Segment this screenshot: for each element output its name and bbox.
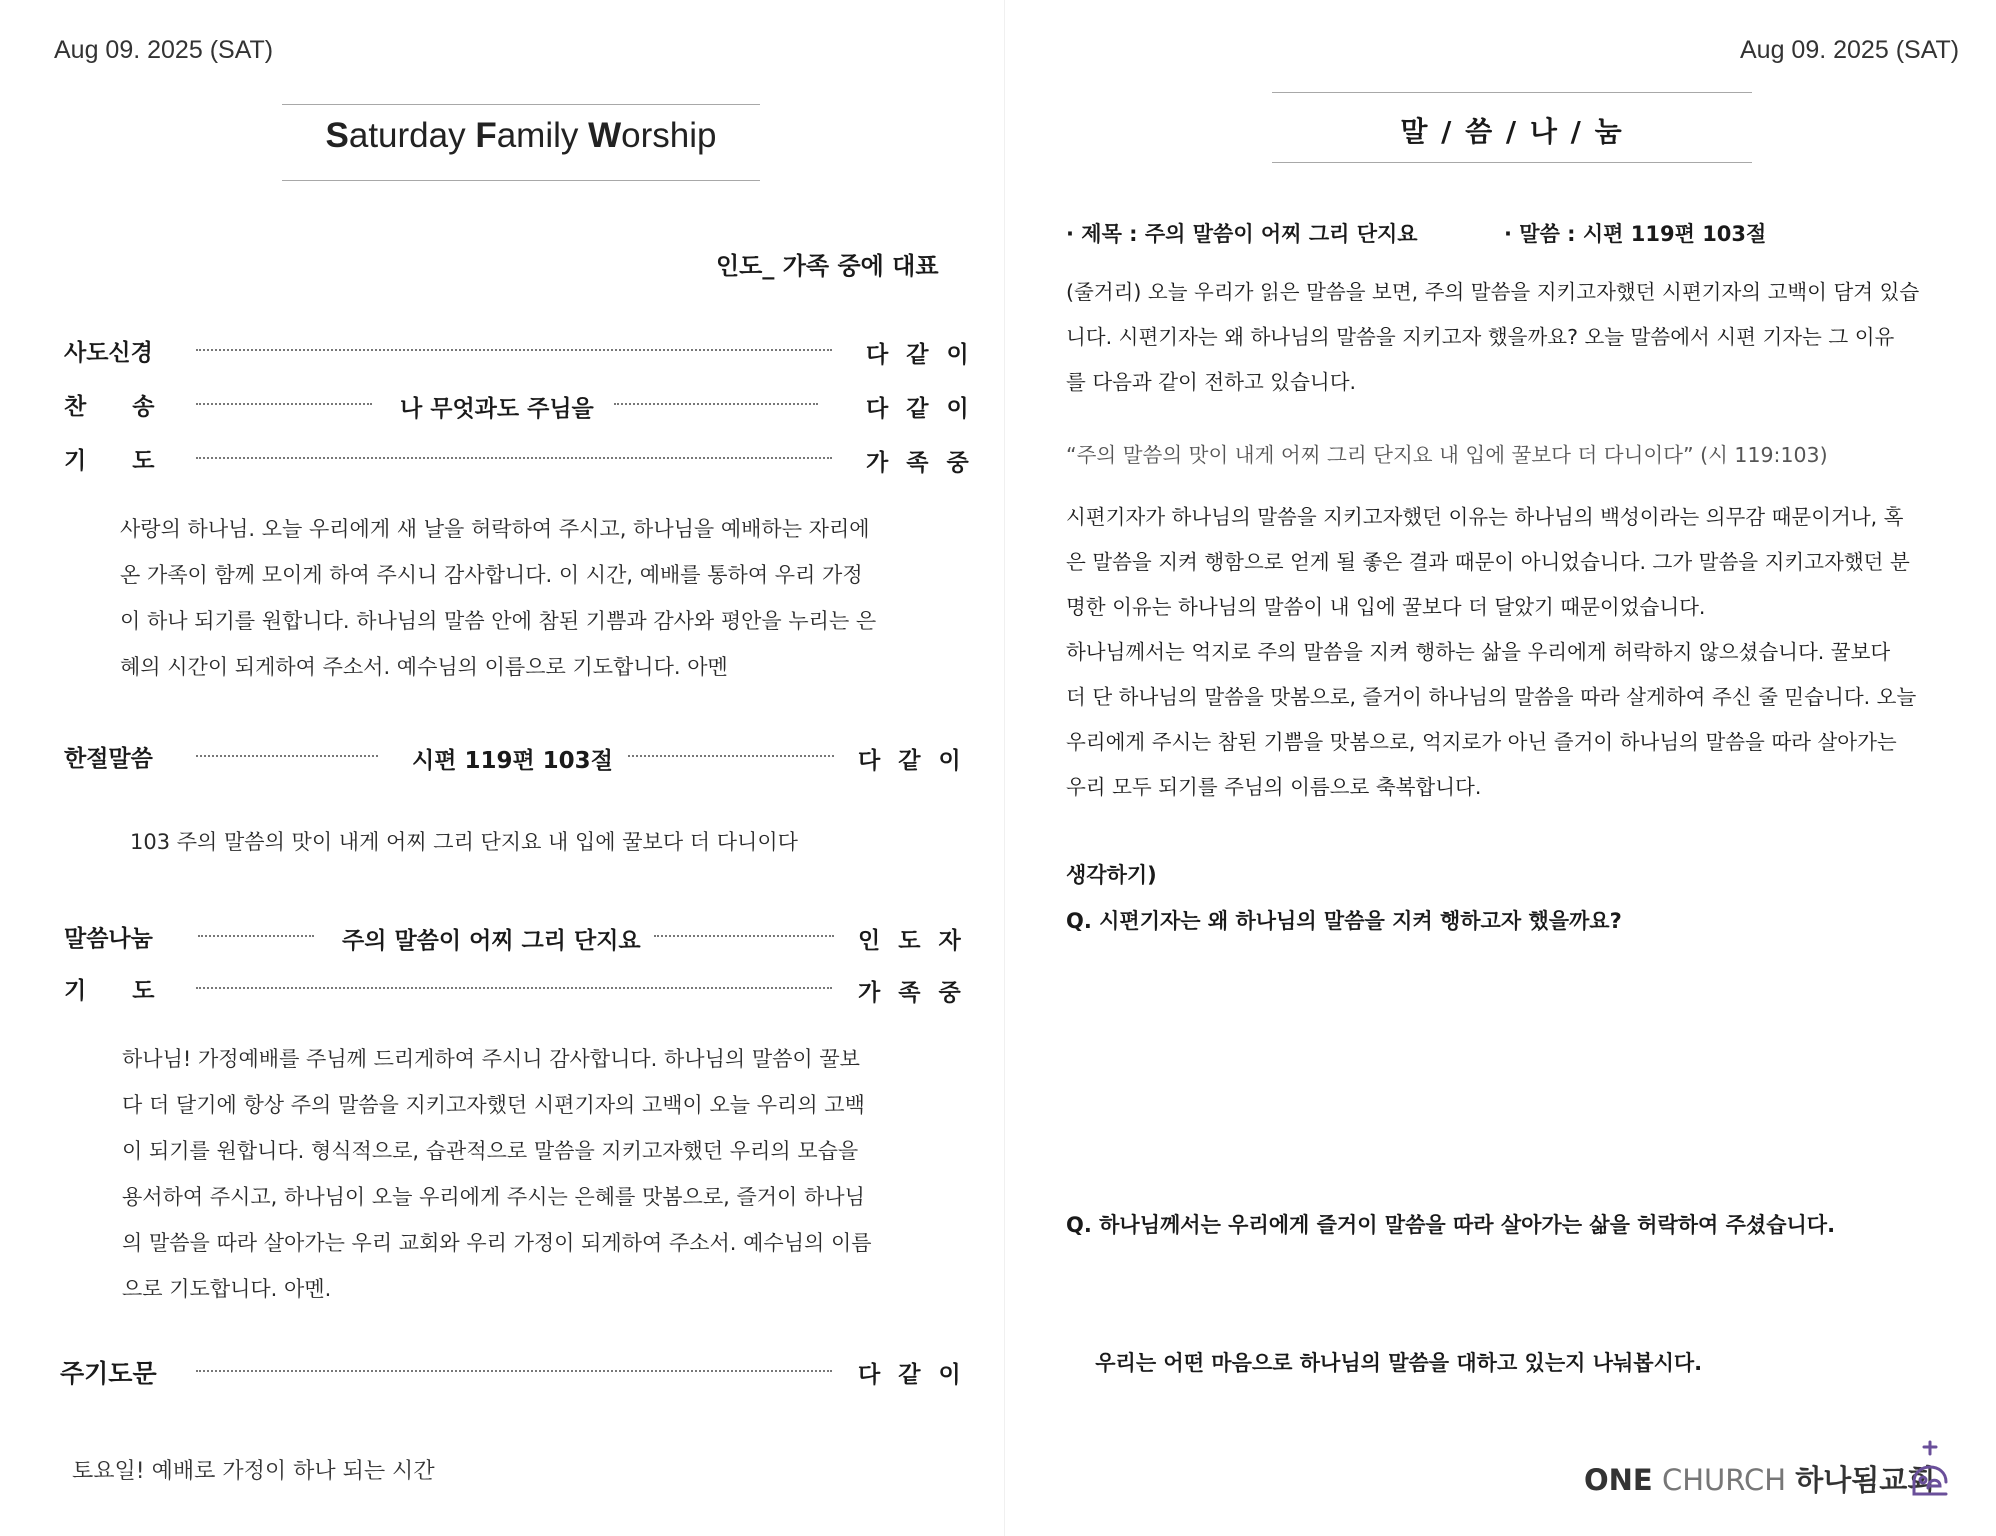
explanation-line: 하나님께서는 억지로 주의 말씀을 지켜 행하는 삶을 우리에게 허락하지 않으셨습니다. 꿀보다 [1066, 640, 1891, 664]
explanation-line: 시편기자가 하나님의 말씀을 지키고자했던 이유는 하나님의 백성이라는 의무감 때문이거나, 혹 [1066, 505, 1904, 529]
message-title: 말 / 씀 / 나 / 눔 [1400, 115, 1624, 148]
verse-text: 103 주의 말씀의 맛이 내게 어찌 그리 단지요 내 입에 꿀보다 더 다니이다 [130, 830, 798, 854]
right-date: Aug 09. 2025 (SAT) [1740, 36, 1960, 64]
order-right-creed: 다 같 이 [866, 342, 974, 368]
dotted-leader [628, 755, 834, 757]
scripture-line: · 말씀 : 시편 119편 103절 [1504, 222, 1767, 246]
think-heading: 생각하기) [1066, 863, 1157, 887]
message-rule-top [1272, 92, 1752, 93]
prayer-line: 이 되기를 원합니다. 형식적으로, 습관적으로 말씀을 지키고자했던 우리의 모습을 [122, 1139, 859, 1163]
message-rule-bottom [1272, 162, 1752, 163]
leader-note: 인도_ 가족 중에 대표 [716, 252, 939, 280]
order-right-verse: 다 같 이 [858, 748, 966, 774]
summary-line: 니다. 시편기자는 왜 하나님의 말씀을 지키고자 했을까요? 오늘 말씀에서 시편 기자는 그 이유 [1066, 325, 1895, 349]
brand-church: CHURCH [1652, 1463, 1796, 1497]
order-right-lords-prayer: 다 같 이 [858, 1362, 966, 1388]
prayer-line: 온 가족이 함께 모이게 하여 주시니 감사합니다. 이 시간, 예배를 통하여 우리 가정 [120, 563, 863, 587]
sharing-title: 주의 말씀이 어찌 그리 단지요 [342, 928, 641, 954]
question-1: Q. 시편기자는 왜 하나님의 말씀을 지켜 행하고자 했을까요? [1066, 909, 1622, 933]
explanation-line: 은 말씀을 지켜 행함으로 얻게 될 좋은 결과 때문이 아니었습니다. 그가 말씀을 지키고자했던 분 [1066, 550, 1910, 574]
dotted-leader [196, 755, 378, 757]
topic-line: · 제목 : 주의 말씀이 어찌 그리 단지요 [1066, 222, 1418, 246]
footer-slogan: 토요일! 예배로 가정이 하나 되는 시간 [72, 1459, 435, 1484]
order-right-prayer-2: 가 족 중 [858, 980, 966, 1006]
title-rule-top [282, 104, 760, 105]
dotted-leader [196, 987, 832, 989]
question-2 [1066, 1110, 1835, 1432]
dotted-leader [196, 403, 372, 405]
title-initial-s: S [325, 116, 349, 155]
order-right-prayer: 가 족 중 [866, 450, 974, 476]
order-label-prayer: 기 도 [64, 448, 155, 474]
prayer-line: 이 하나 되기를 원합니다. 하나님의 말씀 안에 참된 기쁨과 감사와 평안을 누리는 은 [120, 609, 877, 633]
title-part-3: orship [621, 116, 717, 155]
title-initial-f: F [475, 116, 497, 155]
dotted-leader [196, 457, 832, 459]
dotted-leader [198, 935, 314, 937]
left-date: Aug 09. 2025 (SAT) [54, 36, 274, 64]
worship-title [282, 116, 760, 156]
order-right-hymn: 다 같 이 [866, 396, 974, 422]
prayer-line: 용서하여 주시고, 하나님이 오늘 우리에게 주시는 은혜를 맛봄으로, 즐거이 하나님 [122, 1185, 865, 1209]
title-initial-w: W [588, 116, 622, 155]
prayer-line: 다 더 달기에 항상 주의 말씀을 지키고자했던 시편기자의 고백이 오늘 우리의 고백 [122, 1093, 865, 1117]
explanation-line: 우리 모두 되기를 주님의 이름으로 축복합니다. [1066, 775, 1482, 799]
order-right-sharing: 인 도 자 [858, 928, 966, 954]
question-2-line: 우리는 어떤 마음으로 하나님의 말씀을 대하고 있는지 나눠봅시다. [1066, 1351, 1703, 1375]
page-gutter [1004, 0, 1005, 1536]
order-label-hymn: 찬 송 [64, 394, 155, 420]
explanation-paragraph [1066, 495, 1956, 810]
prayer-line: 사랑의 하나님. 오늘 우리에게 새 날을 허락하여 주시고, 하나님을 예배하는 자리에 [120, 517, 870, 541]
prayer-line: 으로 기도합니다. 아멘. [122, 1277, 332, 1301]
scripture-quote: “주의 말씀의 맛이 내게 어찌 그리 단지요 내 입에 꿀보다 더 다니이다” (시 119:103) [1066, 443, 1828, 467]
order-label-creed: 사도신경 [64, 340, 153, 366]
church-brand [1584, 1458, 1935, 1499]
dotted-leader [196, 349, 832, 351]
closing-prayer [122, 1036, 872, 1312]
order-label-verse: 한절말씀 [64, 746, 153, 772]
church-logo-icon [1906, 1440, 1954, 1500]
prayer-line: 하나님! 가정예배를 주님께 드리게하여 주시니 감사합니다. 하나님의 말씀이 꿀보 [122, 1047, 860, 1071]
title-part-1: aturday [348, 116, 476, 155]
summary-line: (줄거리) 오늘 우리가 읽은 말씀을 보면, 주의 말씀을 지키고자했던 시편기자의 고백이 담겨 있습 [1066, 280, 1920, 304]
prayer-line: 의 말씀을 따라 살아가는 우리 교회와 우리 가정이 되게하여 주소서. 예수님의 이름 [122, 1231, 872, 1255]
opening-prayer [120, 506, 876, 690]
title-part-2: amily [496, 116, 589, 155]
dotted-leader [196, 1370, 832, 1372]
brand-korean: 하나됨교회 [1795, 1463, 1936, 1497]
dotted-leader [614, 403, 818, 405]
dotted-leader [654, 935, 834, 937]
summary-line: 를 다음과 같이 전하고 있습니다. [1066, 370, 1357, 394]
summary-paragraph [1066, 270, 1956, 405]
order-label-sharing: 말씀나눔 [64, 926, 153, 952]
explanation-line: 명한 이유는 하나님의 말씀이 내 입에 꿀보다 더 달았기 때문이었습니다. [1066, 595, 1706, 619]
explanation-line: 우리에게 주시는 참된 기쁨을 맛봄으로, 억지로가 아닌 즐거이 하나님의 말씀을 따라 살아가는 [1066, 730, 1897, 754]
order-label-prayer-2: 기 도 [64, 978, 155, 1004]
hymn-title: 나 무엇과도 주님을 [400, 396, 594, 422]
brand-one: ONE [1584, 1463, 1653, 1497]
prayer-line: 혜의 시간이 되게하여 주소서. 예수님의 이름으로 기도합니다. 아멘 [120, 655, 728, 679]
question-2-line: Q. 하나님께서는 우리에게 즐거이 말씀을 따라 살아가는 삶을 허락하여 주셨습니다. [1066, 1213, 1836, 1237]
order-label-lords-prayer: 주기도문 [60, 1359, 157, 1388]
verse-reference: 시편 119편 103절 [412, 748, 613, 774]
title-rule-bottom [282, 180, 760, 181]
explanation-line: 더 단 하나님의 말씀을 맛봄으로, 즐거이 하나님의 말씀을 따라 살게하여 주신 줄 믿습니다. 오늘 [1066, 685, 1917, 709]
